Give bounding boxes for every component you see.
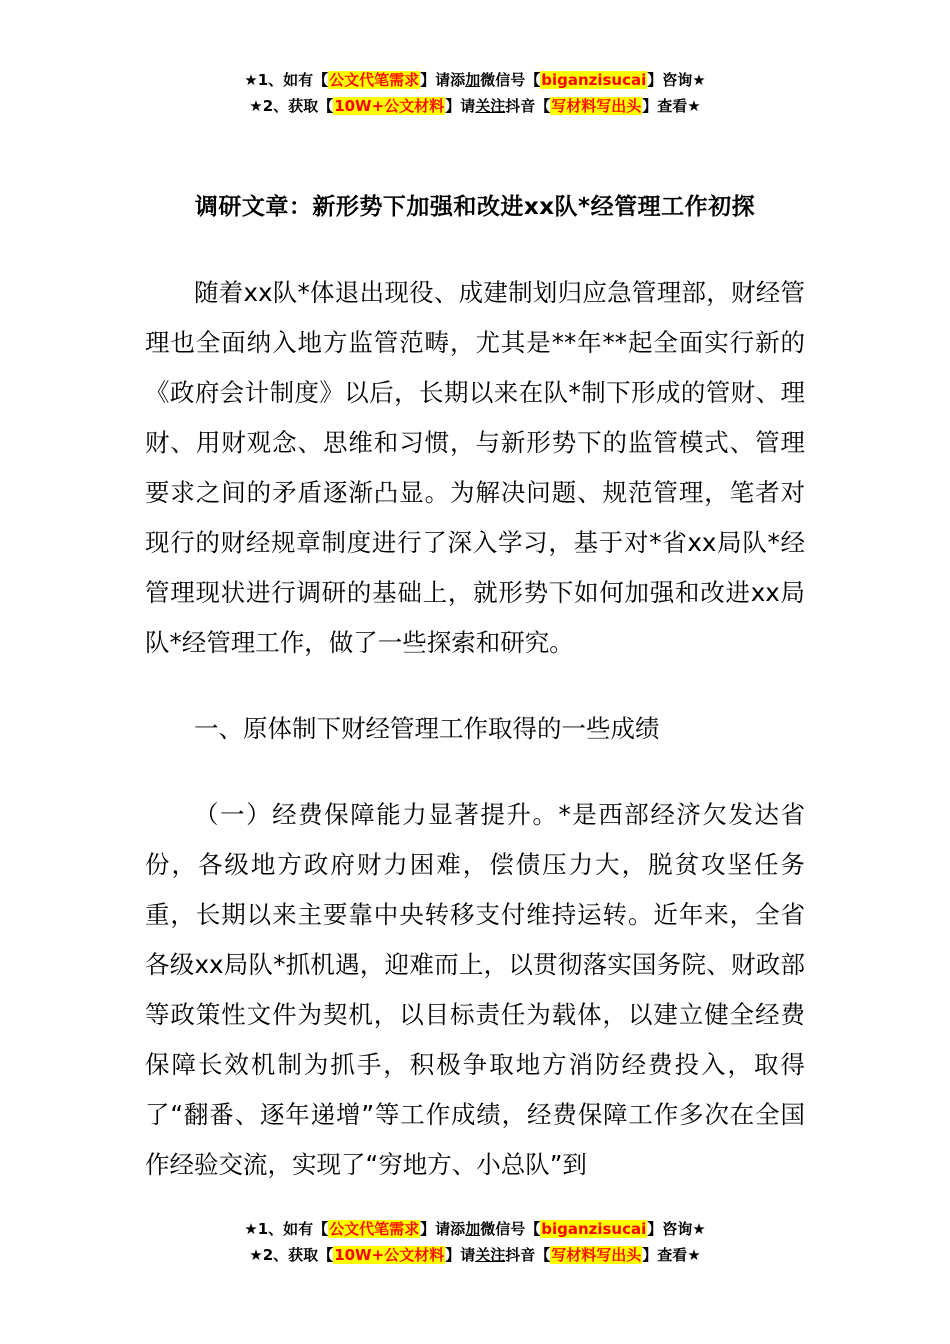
promo-text: ★1、如有【 (244, 1220, 329, 1238)
promo-line-2 (0, 1242, 950, 1268)
promo-underlined: 关注 (475, 1246, 506, 1264)
promo-highlight: 公文代笔需求 (329, 71, 420, 89)
promo-line-1 (0, 67, 950, 93)
promo-text: 】咨询★ (647, 71, 706, 89)
promo-banner-bottom (0, 1216, 950, 1268)
promo-text: 抖音【 (505, 1246, 551, 1264)
promo-banner-top (0, 67, 950, 119)
promo-underlined: 加 (465, 1220, 481, 1238)
promo-text: 】请 (445, 1246, 476, 1264)
promo-douyin-account: 写材料写出头 (551, 1246, 642, 1264)
promo-text: ★2、获取【 (249, 1246, 334, 1264)
document-body (145, 268, 805, 1190)
section-paragraph: （一）经费保障能力显著提升。*是西部经济欠发达省份，各级地方政府财力困难，偿债压力大，脱贫攻坚任务重，长期以来主要靠中央转移支付维持运转。近年来，全省各级xx局队*抓机遇，迎难而上，以贯彻落实国务院、财政部等政策性文件为契机，以目标责任为载体，以建立健全经费保障长效机制为抓手，积极争取地方消防经费投入，取得了“翻番、逐年递增”等工作成绩，经费保障工作多次在全国作经验交流，实现了“穷地方、小总队”到 (145, 800, 805, 1179)
promo-text: 抖音【 (505, 97, 551, 115)
promo-wechat-id: biganzisucai (541, 71, 647, 89)
promo-text: 】查看★ (642, 97, 701, 115)
intro-paragraph: 随着xx队*体退出现役、成建制划归应急管理部，财经管理也全面纳入地方监管范畴，尤其是**年**起全面实行新的《政府会计制度》以后，长期以来在队*制下形成的管财、理财、用财观念、思维和习惯，与新形势下的监管模式、管理要求之间的矛盾逐渐凸显。为解决问题、规范管理，笔者对现行的财经规章制度进行了深入学习，基于对*省xx局队*经管理现状进行调研的基础上，就形势下如何加强和改进xx局队*经管理工作，做了一些探索和研究。 (145, 278, 805, 657)
promo-highlight: 10W+公文材料 (334, 1246, 445, 1264)
promo-underlined: 关注 (475, 97, 506, 115)
promo-text: 】请添 (420, 1220, 466, 1238)
section-heading: 一、原体制下财经管理工作取得的一些成绩 (194, 714, 660, 743)
promo-wechat-id: biganzisucai (541, 1220, 647, 1238)
promo-highlight: 公文代笔需求 (329, 1220, 420, 1238)
promo-line-2 (0, 93, 950, 119)
promo-text: 】请添 (420, 71, 466, 89)
promo-text: 】咨询★ (647, 1220, 706, 1238)
promo-highlight: 10W+公文材料 (334, 97, 445, 115)
document-title: 调研文章：新形势下加强和改进xx队*经管理工作初探 (194, 194, 756, 220)
promo-text: 微信号【 (480, 71, 541, 89)
promo-text: ★1、如有【 (244, 71, 329, 89)
promo-text: 】请 (445, 97, 476, 115)
promo-underlined: 加 (465, 71, 481, 89)
promo-text: ★2、获取【 (249, 97, 334, 115)
promo-douyin-account: 写材料写出头 (551, 97, 642, 115)
promo-text: 】查看★ (642, 1246, 701, 1264)
promo-text: 微信号【 (480, 1220, 541, 1238)
promo-line-1 (0, 1216, 950, 1242)
